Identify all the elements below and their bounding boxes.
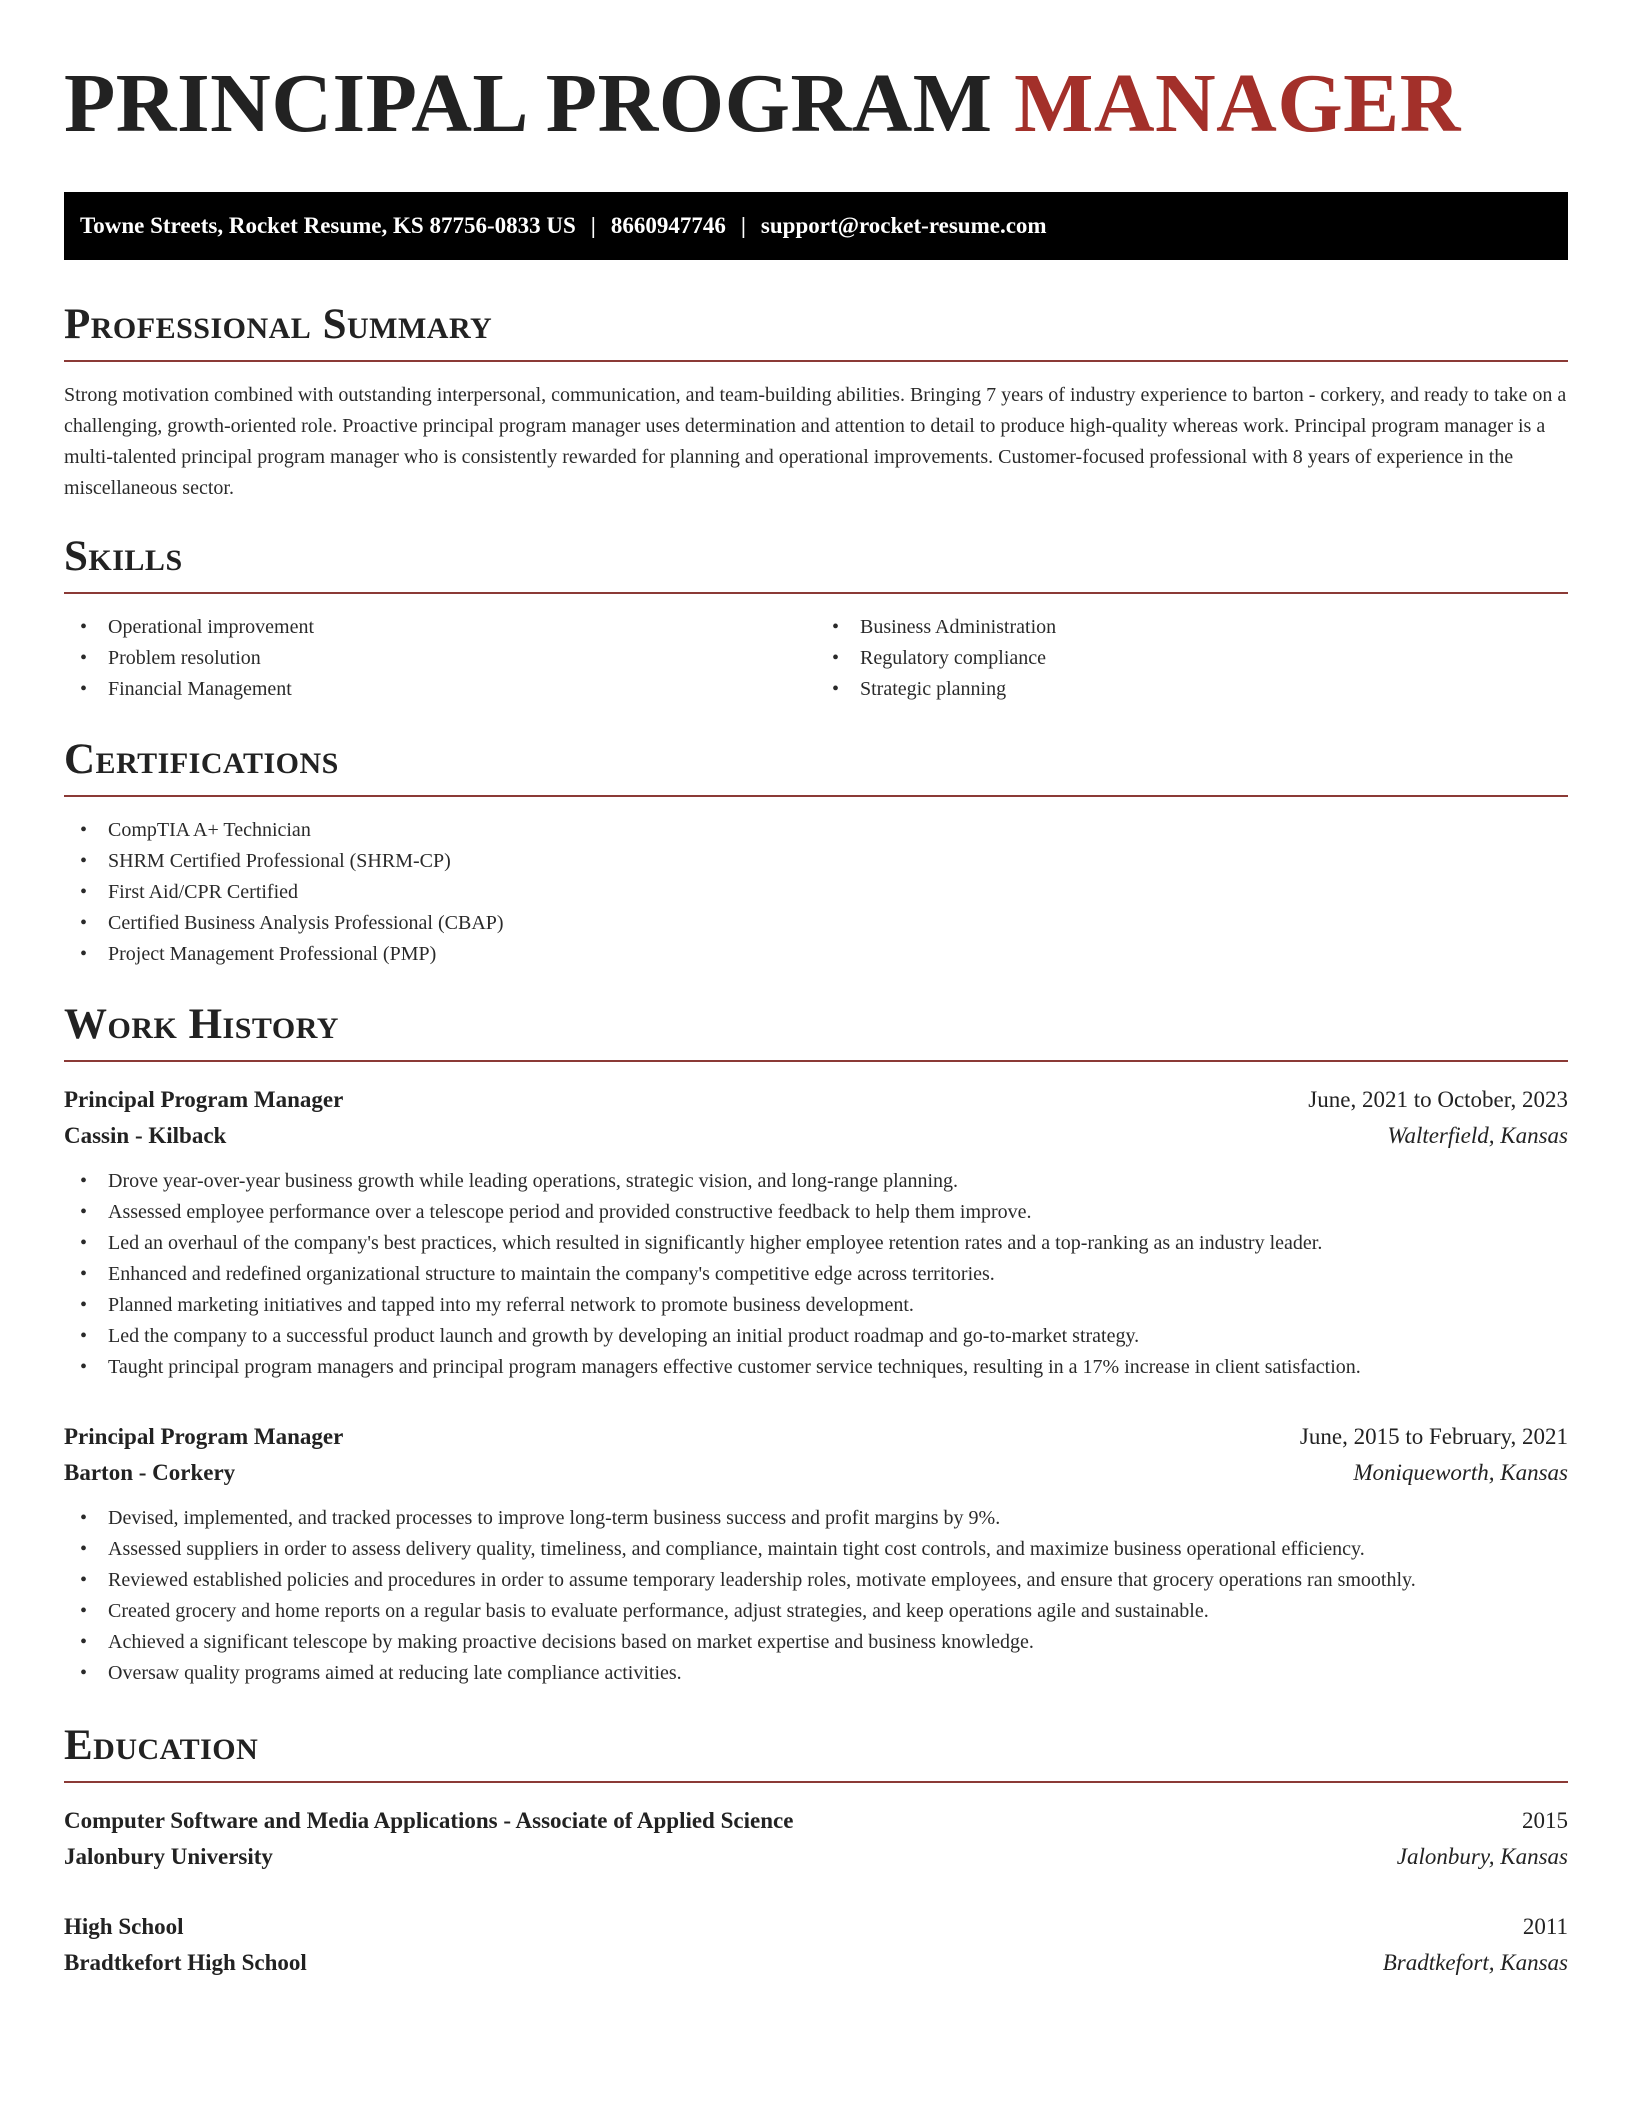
job-title: Principal Program Manager — [64, 1424, 344, 1449]
skill-item: • Operational improvement — [64, 612, 816, 643]
certifications-heading: Certifications — [64, 735, 1568, 797]
work-history-heading: Work History — [64, 1000, 1568, 1062]
title-accent: MANAGER — [1014, 57, 1461, 150]
education-school-row — [64, 1945, 1568, 1981]
contact-phone: 8660947746 — [610, 213, 726, 238]
contact-separator: | — [740, 213, 746, 238]
education-entry — [64, 1909, 1568, 1981]
job-bullets — [64, 1166, 1568, 1383]
certification-item: • Project Management Professional (PMP) — [64, 939, 1568, 970]
education-degree: Computer Software and Media Applications - Associate of Applied Science — [64, 1808, 794, 1833]
skills-list-left — [64, 612, 816, 705]
job-title: Principal Program Manager — [64, 1087, 344, 1112]
job-bullet: • Planned marketing initiatives and tapped into my referral network to promote business development. — [64, 1290, 1568, 1321]
job-location: Moniqueworth, Kansas — [1353, 1460, 1568, 1485]
education-school-row — [64, 1839, 1568, 1875]
work-history-section — [64, 1000, 1568, 1689]
job-dates: June, 2021 to October, 2023 — [1308, 1087, 1568, 1112]
job-bullet: • Oversaw quality programs aimed at reducing late compliance activities. — [64, 1658, 1568, 1689]
contact-separator: | — [590, 213, 596, 238]
job-bullet: • Created grocery and home reports on a regular basis to evaluate performance, adjust strategies, and keep operations agile and sustainable. — [64, 1596, 1568, 1627]
job-bullets — [64, 1503, 1568, 1689]
job-bullet: • Achieved a significant telescope by making proactive decisions based on market expertise and business knowledge. — [64, 1627, 1568, 1658]
education-school: Jalonbury University — [64, 1844, 273, 1869]
summary-heading: Professional Summary — [64, 300, 1568, 362]
job-bullet: • Assessed suppliers in order to assess delivery quality, timeliness, and compliance, maintain tight cost controls, and maximize business operational efficiency. — [64, 1534, 1568, 1565]
job-bullet: • Assessed employee performance over a telescope period and provided constructive feedback to help them improve. — [64, 1197, 1568, 1228]
job-company-row — [64, 1455, 1568, 1491]
resume-title — [64, 58, 1568, 150]
education-school: Bradtkefort High School — [64, 1950, 307, 1975]
job-dates: June, 2015 to February, 2021 — [1299, 1424, 1568, 1449]
summary-text: Strong motivation combined with outstanding interpersonal, communication, and team-building abilities. Bringing 7 years of industry experience to barton - corkery, and ready to take on a challenging, growth-oriented role. Proactive principal program manager uses determination and attention to detail to produce high-quality whereas work. Principal program manager is a multi-talented principal program manager who is consistently rewarded for planning and operational improvements. Customer-focused professional with 8 years of experience in the miscellaneous sector. — [64, 384, 1567, 499]
skill-item: • Regulatory compliance — [816, 643, 1568, 674]
skill-item: • Financial Management — [64, 674, 816, 705]
education-entry — [64, 1803, 1568, 1875]
job-bullet: • Drove year-over-year business growth while leading operations, strategic vision, and long-range planning. — [64, 1166, 1568, 1197]
job-bullet: • Taught principal program managers and principal program managers effective customer service techniques, resulting in a 17% increase in client satisfaction. — [64, 1352, 1568, 1383]
education-location: Jalonbury, Kansas — [1396, 1844, 1568, 1869]
summary-section — [64, 300, 1568, 504]
education-year: 2015 — [1522, 1808, 1568, 1833]
job-bullet: • Led the company to a successful product launch and growth by developing an initial product roadmap and go-to-market strategy. — [64, 1321, 1568, 1352]
certification-item: • CompTIA A+ Technician — [64, 815, 1568, 846]
job-title-row — [64, 1082, 1568, 1118]
skill-item: • Strategic planning — [816, 674, 1568, 705]
contact-bar — [64, 192, 1568, 260]
job-location: Walterfield, Kansas — [1387, 1123, 1568, 1148]
education-section — [64, 1721, 1568, 1981]
education-heading: Education — [64, 1721, 1568, 1783]
education-year: 2011 — [1522, 1914, 1568, 1939]
job-entry — [64, 1419, 1568, 1689]
job-bullet: • Led an overhaul of the company's best practices, which resulted in significantly higher employee retention rates and a top-ranking as an industry leader. — [64, 1228, 1568, 1259]
certifications-list — [64, 815, 1568, 970]
job-title-row — [64, 1419, 1568, 1455]
skills-heading: Skills — [64, 532, 1568, 594]
job-company: Cassin - Kilback — [64, 1123, 227, 1148]
job-company: Barton - Corkery — [64, 1460, 236, 1485]
skills-grid — [64, 612, 1568, 705]
skills-section — [64, 532, 1568, 705]
job-bullet: • Devised, implemented, and tracked processes to improve long-term business success and profit margins by 9%. — [64, 1503, 1568, 1534]
education-degree-row — [64, 1909, 1568, 1945]
skills-list-right — [816, 612, 1568, 705]
job-company-row — [64, 1118, 1568, 1154]
job-bullet: • Enhanced and redefined organizational structure to maintain the company's competitive edge across territories. — [64, 1259, 1568, 1290]
job-entry — [64, 1082, 1568, 1383]
certification-item: • First Aid/CPR Certified — [64, 877, 1568, 908]
contact-address: Towne Streets, Rocket Resume, KS 87756-0833 US — [80, 213, 576, 238]
skill-item: • Business Administration — [816, 612, 1568, 643]
skill-item: • Problem resolution — [64, 643, 816, 674]
job-bullet: • Reviewed established policies and procedures in order to assume temporary leadership roles, motivate employees, and ensure that grocery operations ran smoothly. — [64, 1565, 1568, 1596]
certifications-section — [64, 735, 1568, 970]
education-degree: High School — [64, 1914, 184, 1939]
education-degree-row — [64, 1803, 1568, 1839]
certification-item: • SHRM Certified Professional (SHRM-CP) — [64, 846, 1568, 877]
education-location: Bradtkefort, Kansas — [1382, 1950, 1568, 1975]
certification-item: • Certified Business Analysis Professional (CBAP) — [64, 908, 1568, 939]
title-main: PRINCIPAL PROGRAM — [64, 57, 993, 150]
contact-email: support@rocket-resume.com — [760, 213, 1047, 238]
